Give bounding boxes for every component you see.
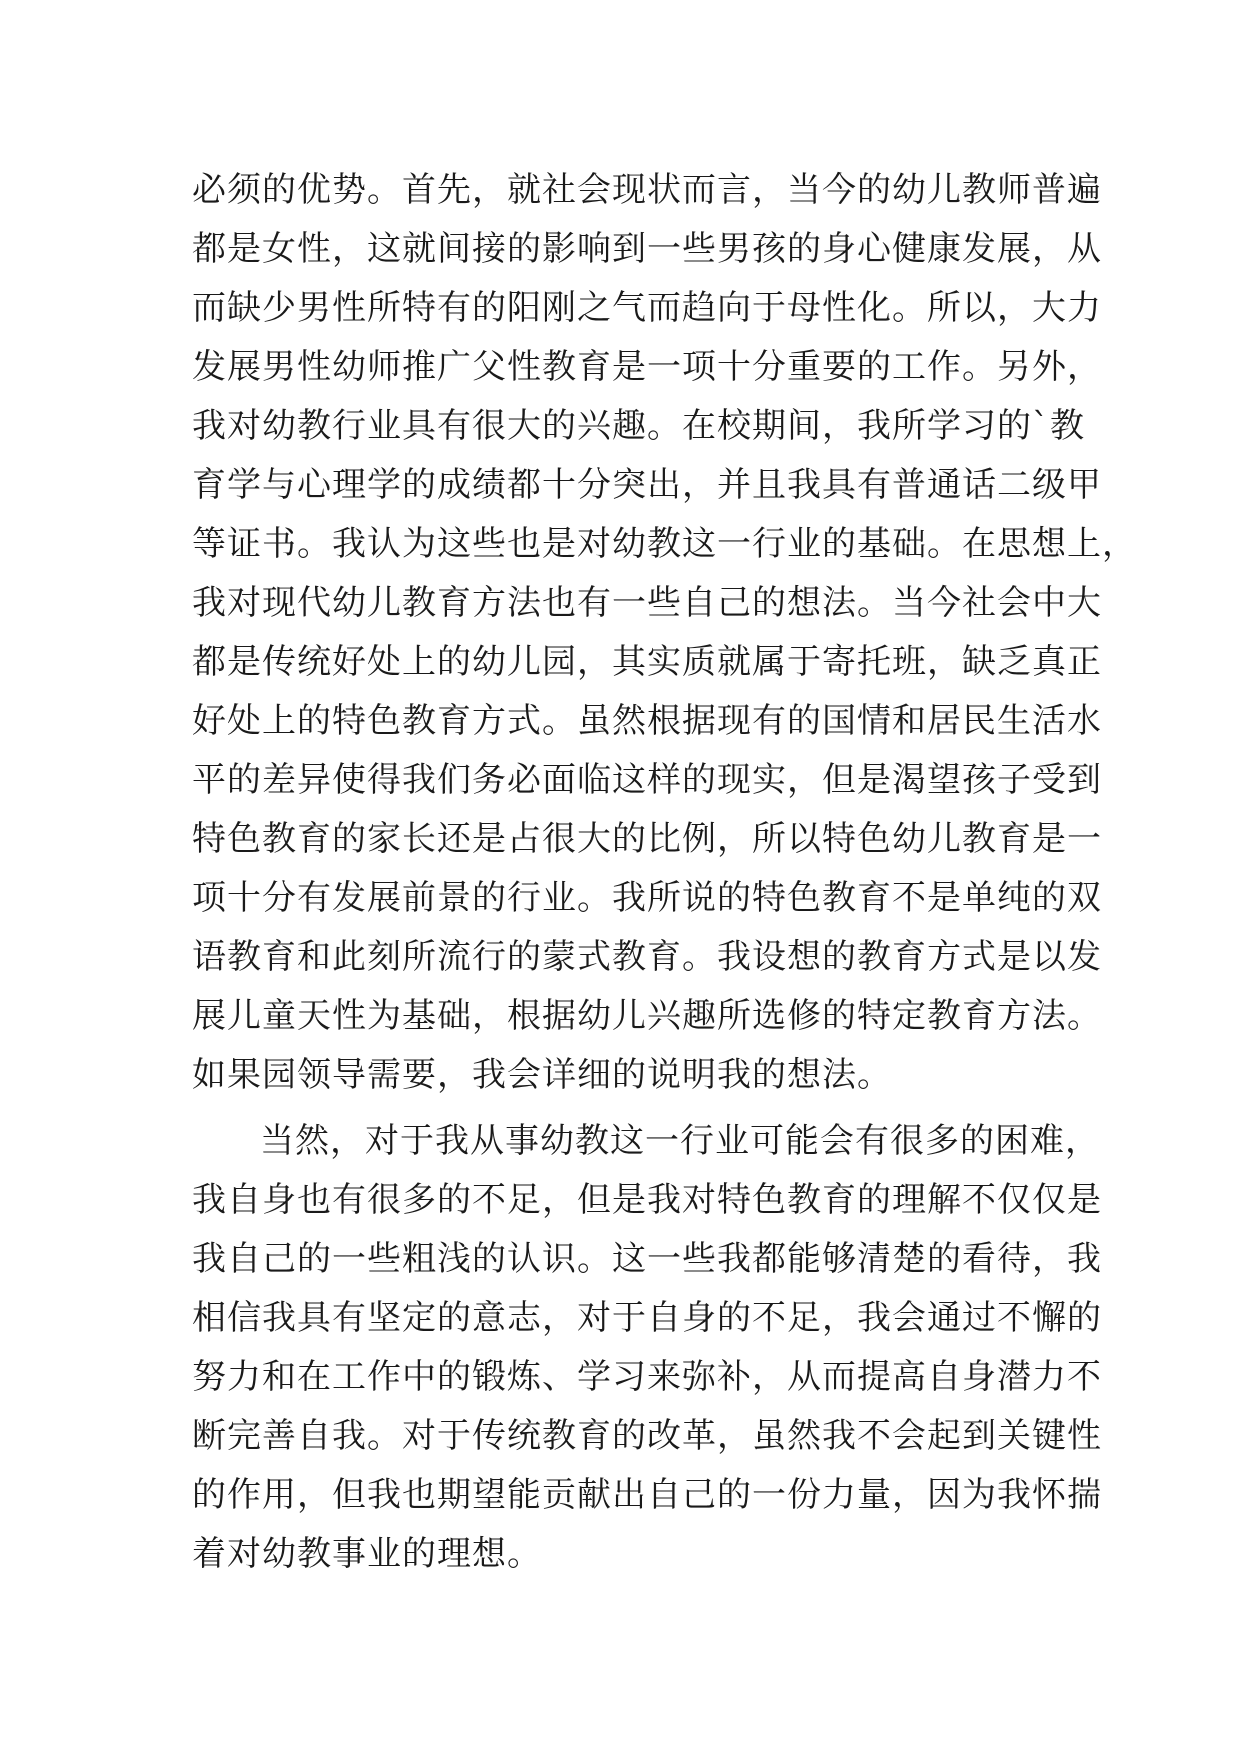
body-text bbox=[192, 161, 1137, 1584]
text-line: 断完善自我。对于传统教育的改革，虽然我不会起到关键性 bbox=[192, 1416, 1102, 1456]
text-line: 的作用，但我也期望能贡献出自己的一份力量，因为我怀揣 bbox=[192, 1475, 1102, 1515]
text-line: 展儿童天性为基础，根据幼儿兴趣所选修的特定教育方法。 bbox=[192, 996, 1102, 1036]
text-line: 都是女性，这就间接的影响到一些男孩的身心健康发展，从 bbox=[192, 229, 1102, 269]
text-line: 相信我具有坚定的意志，对于自身的不足，我会通过不懈的 bbox=[192, 1298, 1102, 1338]
text-line: 必须的优势。首先，就社会现状而言，当今的幼儿教师普遍 bbox=[192, 170, 1102, 210]
text-line: 我对现代幼儿教育方法也有一些自己的想法。当今社会中大 bbox=[192, 583, 1102, 623]
paragraph-spacer bbox=[192, 1105, 1072, 1112]
text-line: 特色教育的家长还是占很大的比例，所以特色幼儿教育是一 bbox=[192, 819, 1102, 859]
text-line: 平的差异使得我们务必面临这样的现实，但是渴望孩子受到 bbox=[192, 760, 1102, 800]
text-line: 都是传统好处上的幼儿园，其实质就属于寄托班，缺乏真正 bbox=[192, 642, 1102, 682]
text-line: 育学与心理学的成绩都十分突出，并且我具有普通话二级甲 bbox=[192, 465, 1102, 505]
text-line: 着对幼教事业的理想。 bbox=[192, 1534, 542, 1574]
text-line: 语教育和此刻所流行的蒙式教育。我设想的教育方式是以发 bbox=[192, 937, 1102, 977]
text-line: 好处上的特色教育方式。虽然根据现有的国情和居民生活水 bbox=[192, 701, 1102, 741]
text-line: 我对幼教行业具有很大的兴趣。在校期间，我所学习的`教 bbox=[192, 406, 1085, 446]
text-line: 等证书。我认为这些也是对幼教这一行业的基础。在思想上， bbox=[192, 524, 1137, 564]
text-line: 我自身也有很多的不足，但是我对特色教育的理解不仅仅是 bbox=[192, 1180, 1102, 1220]
text-line: 努力和在工作中的锻炼、学习来弥补，从而提高自身潜力不 bbox=[192, 1357, 1102, 1397]
paragraph-1 bbox=[192, 161, 1137, 1105]
text-line: 我自己的一些粗浅的认识。这一些我都能够清楚的看待，我 bbox=[192, 1239, 1102, 1279]
text-line: 项十分有发展前景的行业。我所说的特色教育不是单纯的双 bbox=[192, 878, 1102, 918]
text-line: 如果园领导需要，我会详细的说明我的想法。 bbox=[192, 1055, 892, 1095]
paragraph-2 bbox=[192, 1112, 1102, 1584]
text-line: 而缺少男性所特有的阳刚之气而趋向于母性化。所以，大力 bbox=[192, 288, 1102, 328]
text-line: 当然，对于我从事幼教这一行业可能会有很多的困难， bbox=[260, 1121, 1100, 1161]
text-line: 发展男性幼师推广父性教育是一项十分重要的工作。另外， bbox=[192, 347, 1102, 387]
